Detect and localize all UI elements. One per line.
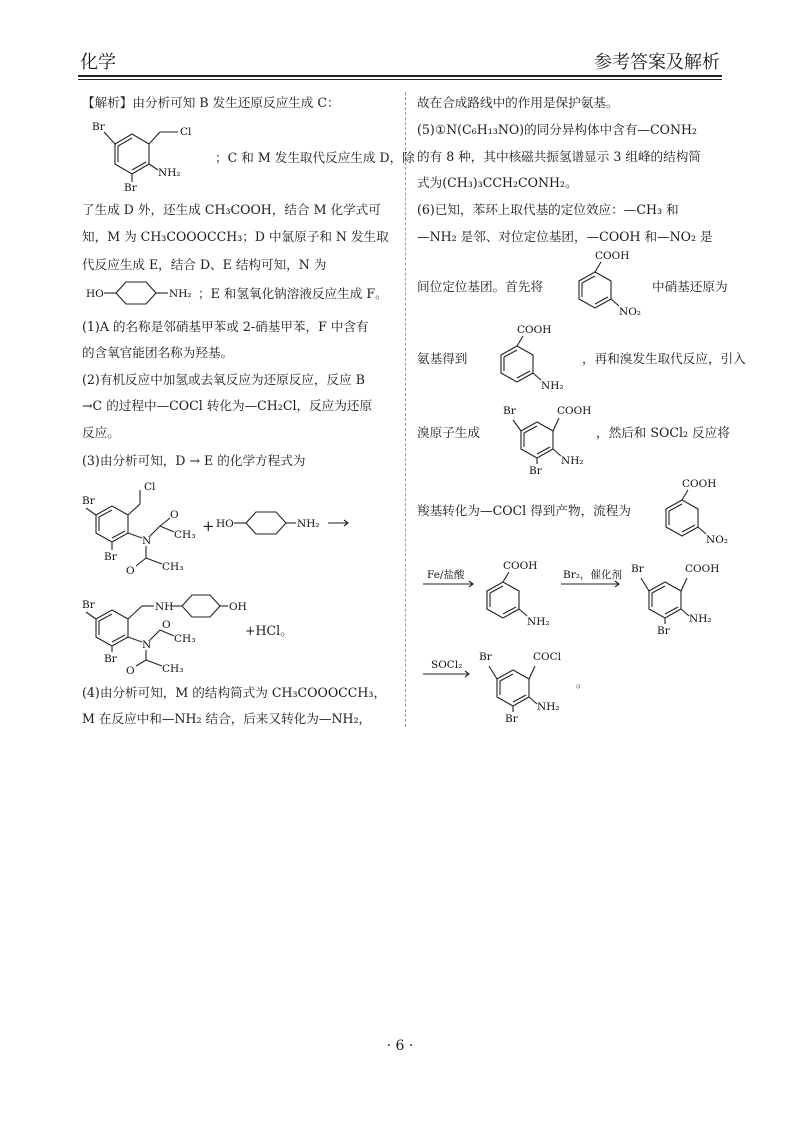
text-line: 氨基得到 [417, 351, 468, 366]
br-label: Br [529, 465, 542, 477]
br-label: Br [631, 563, 644, 575]
cooh-label: COOH [595, 250, 630, 262]
column-divider [405, 92, 406, 727]
reagent-label: Fe/盐酸 [427, 569, 465, 581]
o-label: O [126, 665, 135, 677]
cl-label: Cl [144, 481, 156, 493]
ch3-label: CH₃ [174, 633, 196, 645]
nh2-label: NH₂ [537, 701, 560, 713]
br-label: Br [503, 405, 516, 417]
page-number: · 6 · [386, 1038, 414, 1054]
molecule-n [212, 506, 392, 540]
nh-label: NH [155, 601, 174, 613]
text-line: 。 [576, 675, 589, 690]
nh2-label: NH₂ [561, 455, 584, 467]
text-line: 【解析】由分析可知 B 发生还原反应生成 C： [82, 95, 340, 110]
br-label: Br [82, 495, 95, 507]
molecule-product-acyl-chloride [479, 651, 562, 725]
molecule-c [82, 112, 212, 192]
text-line: (5)①N(C₆H₁₃NO)的同分异构体中含有—CONH₂ [417, 122, 698, 137]
no2-label: NO₂ [619, 306, 642, 318]
text-line: →C 的过程中—COCl 转化为—CH₂Cl，反应为还原 [82, 398, 373, 413]
cocl-label: COCl [533, 651, 562, 663]
text-line: +HCl。 [245, 623, 293, 638]
text-line: 羧基转化为—COCl 得到产物，流程为 [417, 503, 631, 518]
br-label: Br [104, 653, 117, 665]
br-label: Br [104, 551, 117, 563]
molecule-aminobenzoic-acid [487, 560, 550, 628]
text-line: (2)有机反应中加氢或去氧反应为还原反应，反应 B [82, 372, 365, 387]
molecule-e [82, 590, 252, 678]
molecule-nitrobenzoic-acid [565, 248, 655, 322]
nh2-label: NH₂ [541, 380, 564, 392]
nh2-label: NH₂ [297, 518, 320, 530]
text-line: (4)由分析可知，M 的结构简式为 CH₃COOOCCH₃， [82, 685, 387, 700]
molecule-aminobenzoic-acid [487, 322, 577, 394]
cooh-label: COOH [682, 478, 717, 490]
n-label: N [142, 535, 152, 547]
molecule-d [82, 478, 212, 578]
cooh-label: COOH [685, 563, 720, 575]
reagent-label: Br₂，催化剂 [563, 569, 622, 581]
n-label: N [142, 639, 152, 651]
br-label: Br [124, 182, 137, 192]
synthesis-flow-row1 [417, 556, 737, 636]
o-label: O [126, 565, 135, 577]
cooh-label: COOH [517, 324, 552, 336]
molecule-n [82, 276, 202, 310]
text-line: ；C 和 M 发生取代反应生成 D，除 [215, 150, 415, 165]
text-line: 反应。 [82, 425, 120, 440]
plus-sign: + [202, 517, 215, 535]
o-label: O [162, 619, 171, 631]
br-label: Br [479, 651, 492, 663]
header-title: 参考答案及解析 [594, 52, 720, 73]
text-line: 的含氧官能团名称为羟基。 [82, 345, 234, 360]
text-line: ，然后和 SOCl₂ 反应将 [596, 425, 730, 440]
br-label: Br [82, 599, 95, 611]
molecule-dibromo-aminobenzoic-acid [497, 398, 607, 478]
ch3-label: CH₃ [162, 663, 184, 675]
nh2-label: NH₂ [169, 288, 192, 300]
molecule-nitrobenzoic-acid [652, 476, 742, 550]
text-line: (3)由分析可知，D → E 的化学方程式为 [82, 453, 306, 468]
header-rule-thin [78, 79, 722, 80]
nh2-label: NH₂ [527, 616, 550, 628]
text-line: M 在反应中和—NH₂ 结合，后来又转化为—NH₂， [82, 711, 372, 726]
text-line: (6)已知，苯环上取代基的定位效应：—CH₃ 和 [417, 202, 679, 217]
text-line: 溴原子生成 [417, 425, 480, 440]
no2-label: NO₂ [706, 534, 729, 546]
ch3-label: CH₃ [174, 529, 196, 541]
o-label: O [170, 509, 179, 521]
nh2-label: NH₂ [689, 613, 712, 625]
text-line: ；E 和氢氧化钠溶液反应生成 F。 [198, 286, 388, 301]
text-line: 的有 8 种，其中核磁共振氢谱显示 3 组峰的结构简 [417, 149, 701, 164]
cooh-label: COOH [557, 405, 592, 417]
text-line: 了生成 D 外，还生成 CH₃COOH，结合 M 化学式可 [82, 202, 381, 217]
ch3-label: CH₃ [162, 561, 184, 573]
text-line: 中硝基还原为 [652, 279, 728, 294]
text-line: 故在合成路线中的作用是保护氨基。 [417, 95, 619, 110]
br-label: Br [92, 121, 105, 133]
cl-label: Cl [180, 126, 192, 138]
page-header [0, 0, 800, 80]
text-line: 代反应生成 E，结合 D、E 结构可知，N 为 [82, 257, 327, 272]
text-line: 间位定位基团。首先将 [417, 279, 543, 294]
oh-label: OH [229, 601, 247, 613]
br-label: Br [657, 625, 670, 636]
header-rule [78, 75, 722, 77]
subject-label: 化学 [80, 52, 116, 73]
text-line: (1)A 的名称是邻硝基甲苯或 2-硝基甲苯，F 中含有 [82, 319, 369, 334]
ho-label: HO [216, 518, 234, 530]
text-line: —NH₂ 是邻、对位定位基团，—COOH 和—NO₂ 是 [417, 229, 713, 244]
text-line: 知，M 为 CH₃COOOCCH₃；D 中氯原子和 N 发生取 [82, 229, 389, 244]
reagent-label: SOCl₂ [431, 659, 463, 671]
br-label: Br [505, 713, 518, 725]
nh2-label: NH₂ [158, 167, 181, 179]
text-line: 式为(CH₃)₃CCH₂CONH₂。 [417, 175, 578, 190]
molecule-dibromo-aminobenzoic-acid [631, 563, 719, 636]
text-line: ，再和溴发生取代反应，引入 [582, 351, 746, 366]
cooh-label: COOH [503, 560, 538, 572]
ho-label: HO [86, 288, 104, 300]
